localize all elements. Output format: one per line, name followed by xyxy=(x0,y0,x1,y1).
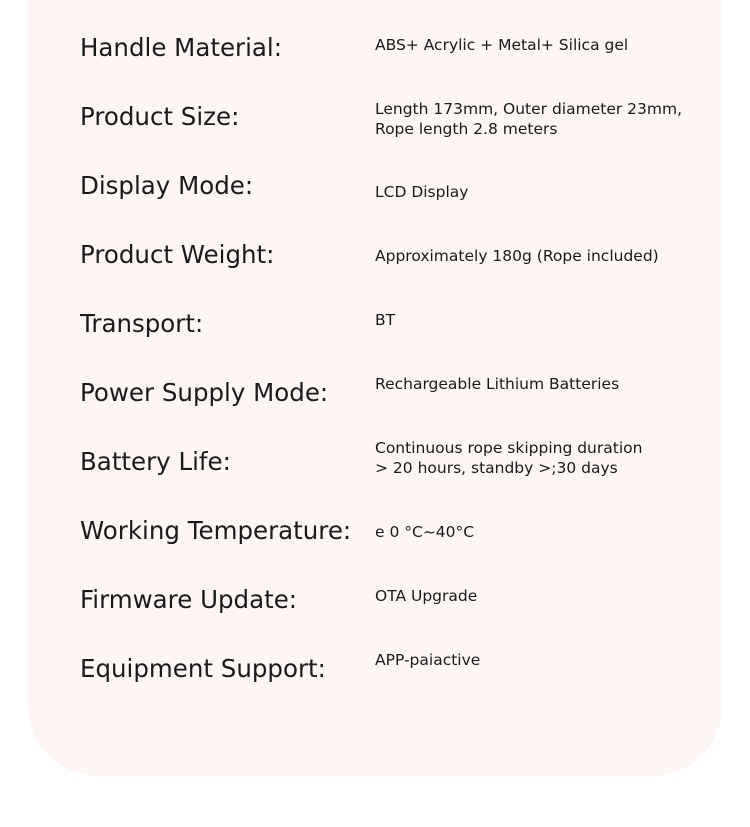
spec-value: APP-paiactive xyxy=(375,651,481,669)
spec-value: e 0 °C~40°C xyxy=(375,523,475,541)
spec-label: Product Size: xyxy=(80,102,240,131)
spec-label: Power Supply Mode: xyxy=(80,378,329,407)
spec-label: Display Mode: xyxy=(80,171,254,200)
spec-value: ABS+ Acrylic + Metal+ Silica gel xyxy=(375,36,629,54)
spec-value: LCD Display xyxy=(375,183,469,201)
spec-value: Rechargeable Lithium Batteries xyxy=(375,375,620,393)
spec-value: Length 173mm, Outer diameter 23mm, Rope length 2.8 meters xyxy=(375,100,683,138)
spec-label: Equipment Support: xyxy=(80,654,326,683)
spec-label: Handle Material: xyxy=(80,33,282,62)
spec-value: OTA Upgrade xyxy=(375,587,478,605)
spec-label: Product Weight: xyxy=(80,240,275,269)
spec-label: Transport: xyxy=(80,309,204,338)
spec-label: Firmware Update: xyxy=(80,585,298,614)
spec-value: Approximately 180g (Rope included) xyxy=(375,247,659,265)
spec-label: Battery Life: xyxy=(80,447,231,476)
spec-value: BT xyxy=(375,311,396,329)
spec-value: Continuous rope skipping duration > 20 hours, standby >;30 days xyxy=(375,439,643,477)
spec-label: Working Temperature: xyxy=(80,516,352,545)
